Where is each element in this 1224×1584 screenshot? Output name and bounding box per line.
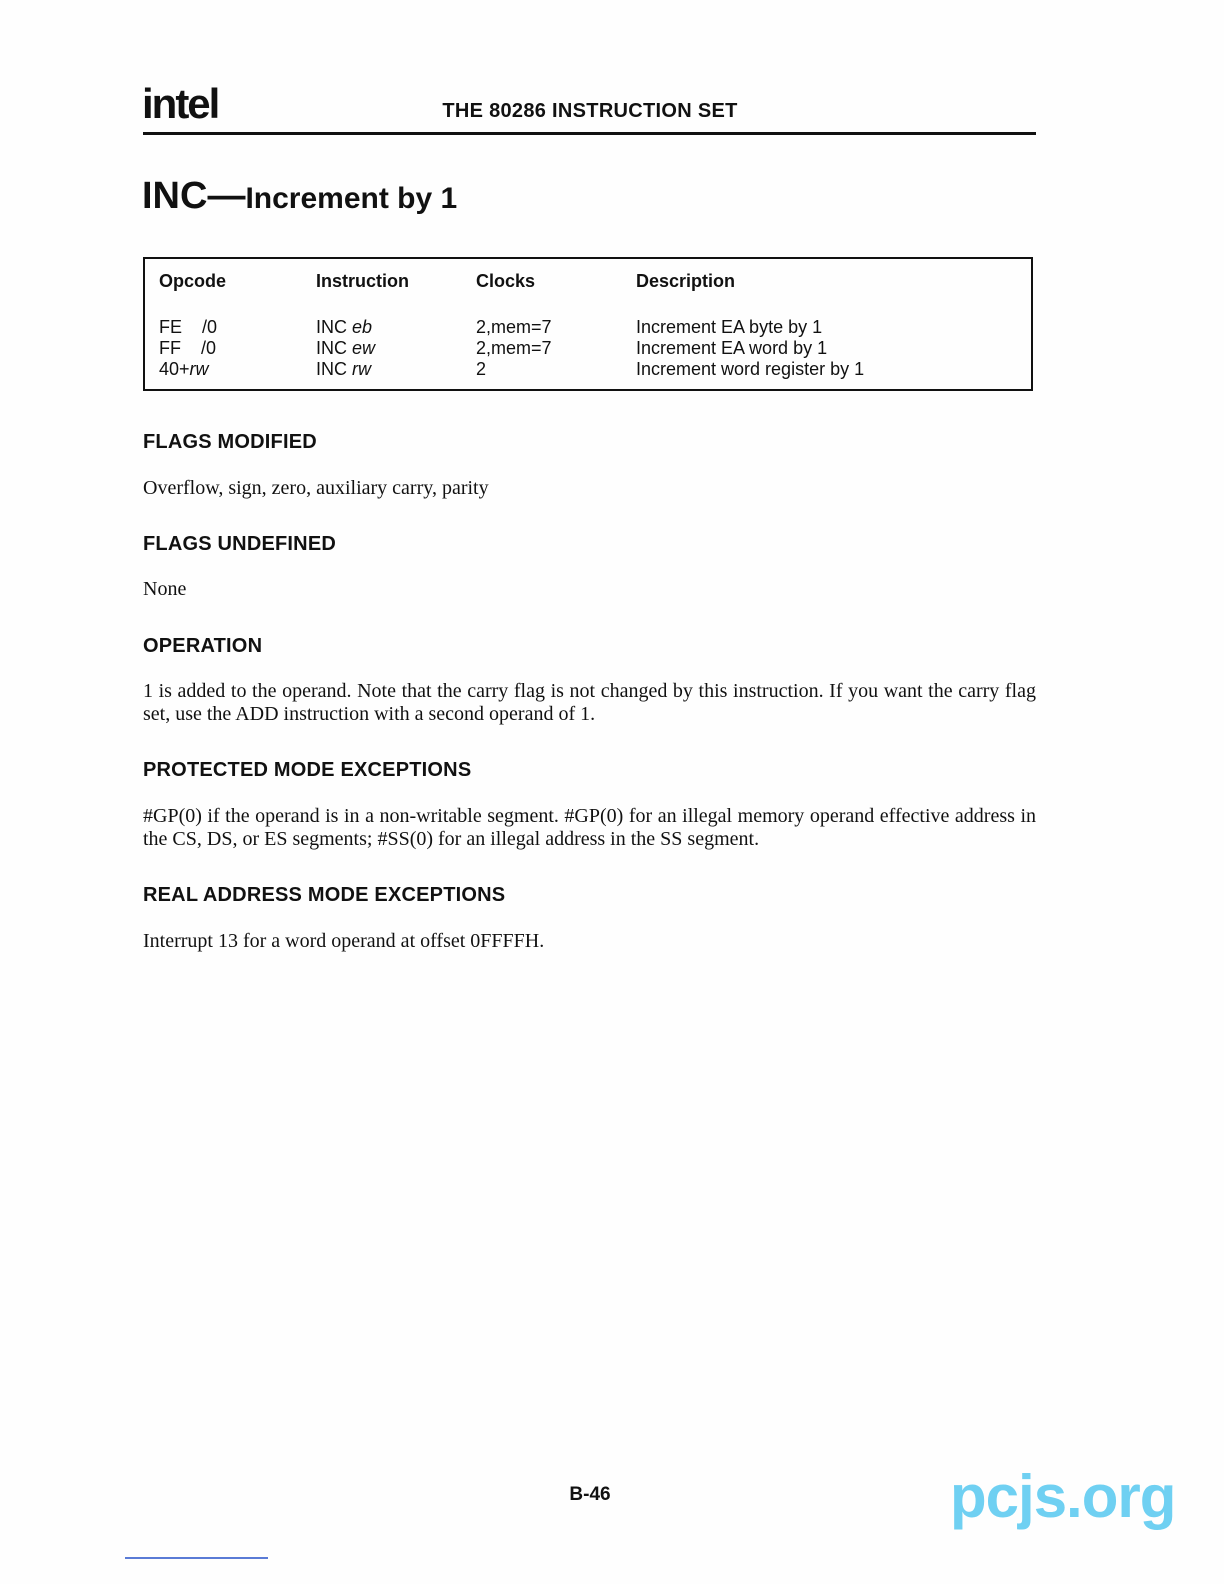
opcode-table [143,257,1033,391]
instruction-mnemonic: INC [142,175,208,217]
description-header: Description [636,271,736,291]
instruction-subtitle: Increment by 1 [245,182,458,215]
clocks-header: Clocks [476,271,536,291]
instruction-cell: INC ew [316,338,376,358]
description-cell: Increment EA byte by 1 [636,317,823,337]
section-text-flags-undefined: None [143,578,187,600]
opcode-cell: 40+rw [159,359,209,379]
description-cell: Increment EA word by 1 [636,338,828,358]
section-heading-flags-modified: FLAGS MODIFIED [143,431,317,453]
section-text-operation: 1 is added to the operand. Note that the carry flag is not changed by this instruction. If you want the carry flag set, use the ADD instruction with a second operand of 1. [143,680,1036,725]
page-title [142,175,457,218]
clocks-cell: 2 [476,359,487,379]
instruction-header: Instruction [316,271,409,291]
description-column [636,271,864,380]
section-text-protected-mode: #GP(0) if the operand is in a non-writable segment. #GP(0) for an illegal memory operand effective address in the CS, DS, or ES segments; #SS(0) for an illegal address in the SS segment. [143,805,1036,850]
instruction-cell: INC rw [316,359,372,379]
opcode-column [159,271,226,380]
clocks-column [476,271,552,380]
title-dash: — [207,175,246,217]
intel-logo: intel [142,80,219,127]
pcjs-watermark: pcjs.org [950,1463,1176,1530]
section-heading-real-address-mode: REAL ADDRESS MODE EXCEPTIONS [143,884,506,906]
opcode-header: Opcode [159,271,227,291]
clocks-cell: 2,mem=7 [476,317,552,337]
section-heading-operation: OPERATION [143,635,263,657]
footer-link-underline[interactable] [125,1557,268,1559]
page-number: B-46 [569,1484,611,1505]
clocks-cell: 2,mem=7 [476,338,552,358]
section-text-flags-modified: Overflow, sign, zero, auxiliary carry, parity [143,477,489,499]
opcode-cell: FF /0 [159,338,217,358]
section-heading-flags-undefined: FLAGS UNDEFINED [143,533,336,555]
header-title: THE 80286 INSTRUCTION SET [442,100,738,122]
opcode-cell: FE /0 [159,317,218,337]
instruction-cell: INC eb [316,317,373,337]
header-rule [143,132,1036,135]
instruction-column [316,271,409,380]
section-text-real-address-mode: Interrupt 13 for a word operand at offset 0FFFFH. [143,930,545,952]
description-cell: Increment word register by 1 [636,359,865,379]
section-heading-protected-mode: PROTECTED MODE EXCEPTIONS [143,759,472,781]
